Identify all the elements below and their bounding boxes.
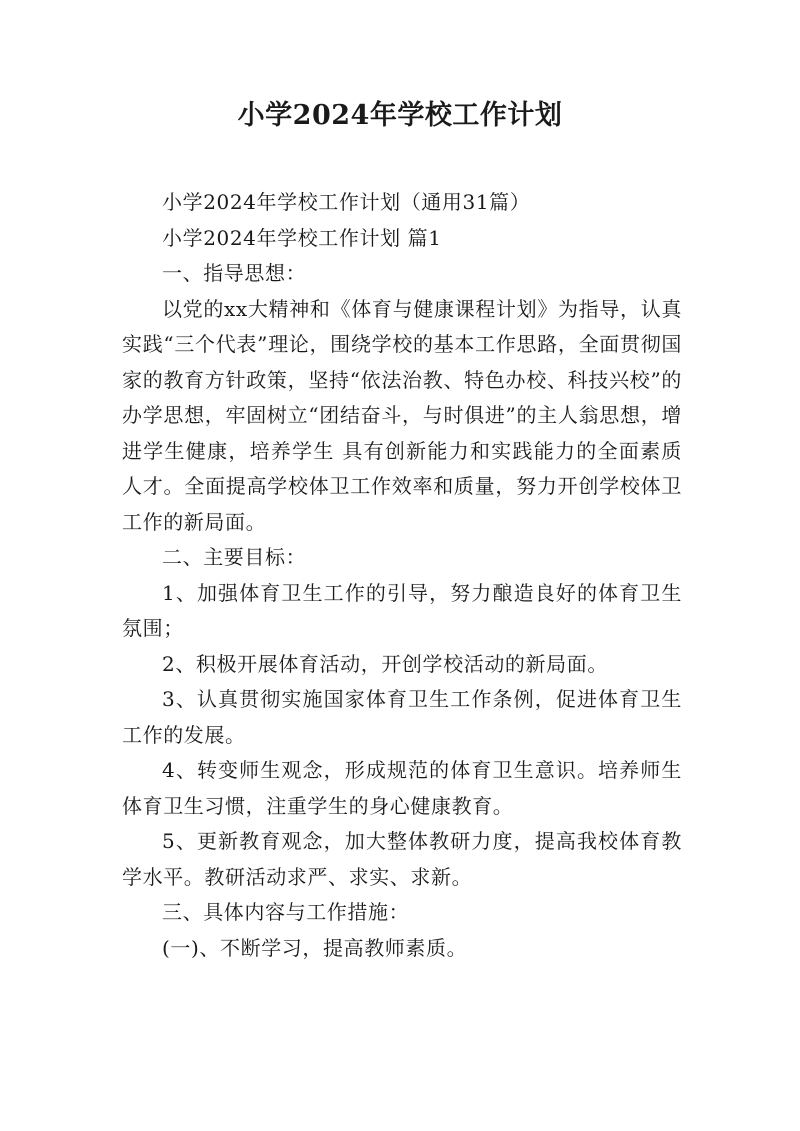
paragraph-measure-1: (一)、不断学习，提高教师素质。 (162, 935, 468, 960)
paragraph-heading-measures: 三、具体内容与工作措施： (162, 900, 410, 924)
document-title: 小学2024年学校工作计划 (237, 100, 563, 131)
paragraph-goal-4: 4、转变师生观念，形成规范的体育卫生意识。培养师生体育卫生习惯，注重学生的身心健康教育。 (122, 758, 682, 818)
paragraph-goal-3: 3、认真贯彻实施国家体育卫生工作条例，促进体育卫生工作的发展。 (122, 687, 682, 747)
document-body (122, 185, 682, 966)
paragraph-heading-main-goals: 二、主要目标： (162, 545, 307, 569)
paragraph-guiding-ideology: 以党的xx大精神和《体育与健康课程计划》为指导，认真实践“三个代表”理论，围绕学校的基本工作思路，全面贯彻国家的教育方针政策，坚持“依法治教、特色办校、科技兴校”的办学思想，牢固树立“团结奋斗，与时俱进”的主人翁思想，增进学生健康，培养学生 具有创新能力和实践能力的全面素质人才。全面提高学校体卫工作效率和质量，努力开创学校体卫工作的新局面。 (122, 296, 682, 534)
paragraph-subtitle: 小学2024年学校工作计划（通用31篇） (162, 190, 531, 214)
paragraph-goal-2: 2、积极开展体育活动，开创学校活动的新局面。 (162, 651, 608, 676)
paragraph-goal-1: 1、加强体育卫生工作的引导，努力酿造良好的体育卫生氛围； (122, 580, 682, 640)
paragraph-section-heading: 小学2024年学校工作计划 篇1 (162, 225, 442, 250)
paragraph-heading-guiding-ideology: 一、指导思想： (162, 261, 307, 285)
paragraph-goal-5: 5、更新教育观念，加大整体教研力度，提高我校体育教学水平。教研活动求严、求实、求新。 (122, 829, 682, 889)
